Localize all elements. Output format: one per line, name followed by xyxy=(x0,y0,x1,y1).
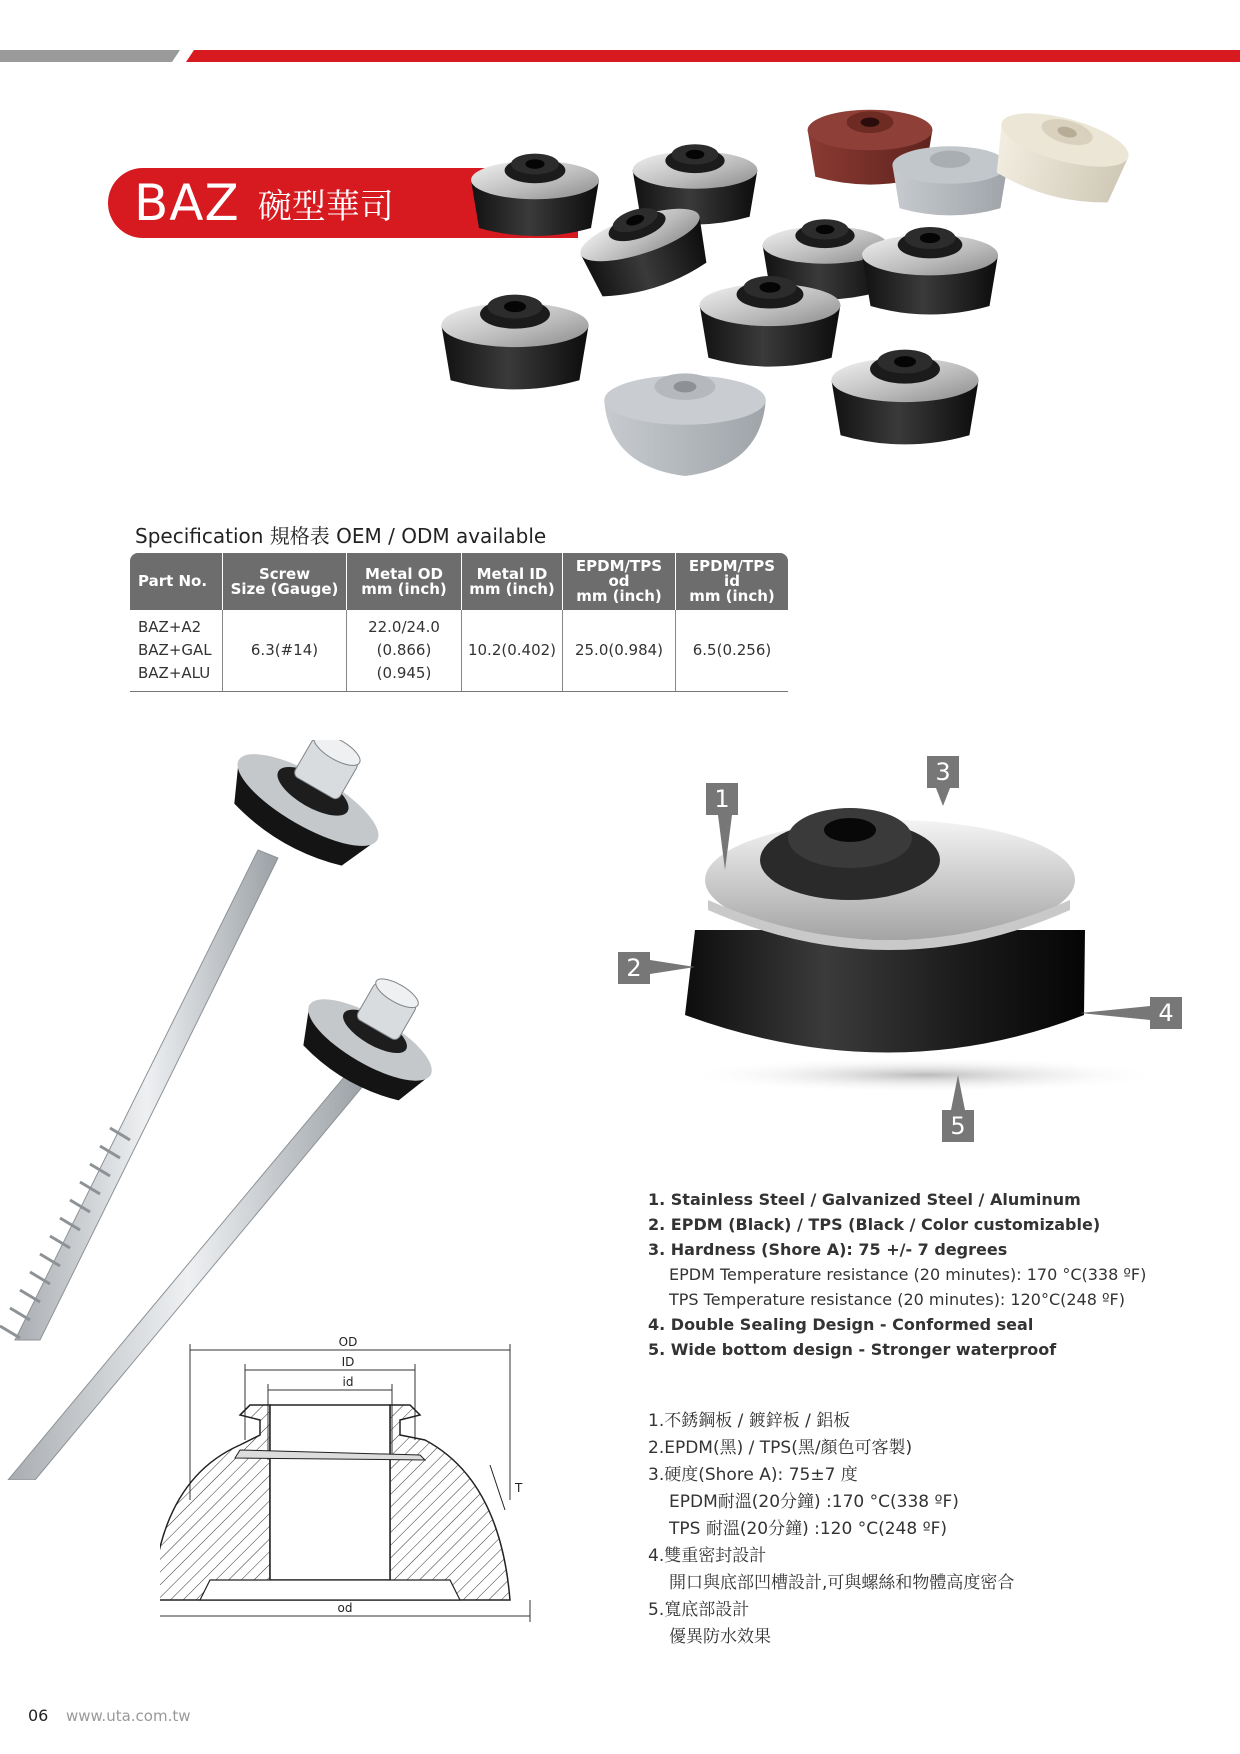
col-metal-od: Metal OD mm (inch) xyxy=(347,553,462,610)
id-lower-label: id xyxy=(342,1375,354,1389)
technical-drawing xyxy=(160,1330,540,1630)
page-number: 06 xyxy=(28,1706,49,1725)
col-metal-id: Metal ID mm (inch) xyxy=(462,553,563,610)
callout-2-pointer xyxy=(650,958,695,978)
cell-screw-size: 6.3(#14) xyxy=(223,610,347,692)
features-en xyxy=(648,1187,1146,1362)
washer-gray-back xyxy=(892,146,1007,215)
feature-cn-subitem: 開口與底部凹槽設計,可與螺絲和物體高度密合 xyxy=(669,1573,1015,1593)
website-link[interactable]: www.uta.com.tw xyxy=(66,1707,191,1725)
callout-5-pointer xyxy=(949,1075,969,1110)
feature-cn-subitem: EPDM耐溫(20分鐘) :170 °C(338 ºF) xyxy=(669,1492,959,1512)
feature-cn-subitem: 優異防水效果 xyxy=(669,1627,771,1647)
callout-2: 2 xyxy=(618,952,650,984)
col-part-no: Part No. xyxy=(130,553,223,610)
table-row xyxy=(130,610,788,692)
product-group-photo xyxy=(440,80,1200,510)
features-cn xyxy=(648,1408,1014,1651)
feature-en-item: 1. Stainless Steel / Galvanized Steel / Aluminum xyxy=(648,1190,1081,1209)
spec-header-row xyxy=(130,553,788,610)
od-label: OD xyxy=(338,1335,358,1349)
cell-epdm-id: 6.5(0.256) xyxy=(676,610,789,692)
callout-3: 3 xyxy=(927,756,959,788)
col-screw-size: Screw Size (Gauge) xyxy=(223,553,347,610)
cell-metal-id: 10.2(0.402) xyxy=(462,610,563,692)
feature-cn-item: 4.雙重密封設計 xyxy=(648,1546,767,1566)
header-stripe-red xyxy=(186,50,1240,62)
washer-cream xyxy=(987,102,1134,212)
feature-en-item: 3. Hardness (Shore A): 75 +/- 7 degrees xyxy=(648,1240,1008,1259)
callout-5: 5 xyxy=(942,1110,974,1142)
product-name-cn: 碗型華司 xyxy=(257,186,394,227)
header-stripe-gray xyxy=(0,50,180,62)
callout-4-pointer xyxy=(1080,1004,1150,1024)
col-epdm-id: EPDM/TPS id mm (inch) xyxy=(676,553,789,610)
callout-1-pointer xyxy=(716,815,736,870)
feature-en-item: 5. Wide bottom design - Stronger waterproof xyxy=(648,1340,1057,1359)
spec-heading: Specification 規格表 OEM / ODM available xyxy=(135,524,547,548)
feature-en-item: 4. Double Sealing Design - Conformed seal xyxy=(648,1315,1034,1334)
cell-part-no: BAZ+A2 BAZ+GAL BAZ+ALU xyxy=(130,610,223,692)
feature-cn-item: 2.EPDM(黑) / TPS(黑/顏色可客製) xyxy=(648,1438,913,1458)
cell-epdm-od: 25.0(0.984) xyxy=(563,610,676,692)
feature-cn-item: 5.寬底部設計 xyxy=(648,1600,750,1620)
feature-cn-item: 3.硬度(Shore A): 75±7 度 xyxy=(648,1465,858,1485)
cell-metal-od: 22.0/24.0 (0.866) (0.945) xyxy=(347,610,462,692)
feature-en-subitem: TPS Temperature resistance (20 minutes): 120°C(248 ºF) xyxy=(669,1290,1125,1309)
feature-en-subitem: EPDM Temperature resistance (20 minutes): 170 °C(338 ºF) xyxy=(669,1265,1147,1284)
callout-4: 4 xyxy=(1150,997,1182,1029)
callout-3-pointer xyxy=(934,788,954,808)
feature-en-item: 2. EPDM (Black) / TPS (Black / Color customizable) xyxy=(648,1215,1101,1234)
t-label: T xyxy=(515,1481,523,1495)
washer-gray-front xyxy=(604,373,766,476)
id-label: ID xyxy=(341,1355,355,1369)
product-code: BAZ xyxy=(134,174,240,232)
od-lower-label: od xyxy=(337,1601,353,1615)
feature-cn-item: 1.不銹鋼板 / 鍍鋅板 / 鋁板 xyxy=(648,1411,851,1431)
spec-table xyxy=(130,553,788,692)
col-epdm-od: EPDM/TPS od mm (inch) xyxy=(563,553,676,610)
callout-1: 1 xyxy=(706,783,738,815)
feature-cn-subitem: TPS 耐溫(20分鐘) :120 °C(248 ºF) xyxy=(669,1519,947,1539)
